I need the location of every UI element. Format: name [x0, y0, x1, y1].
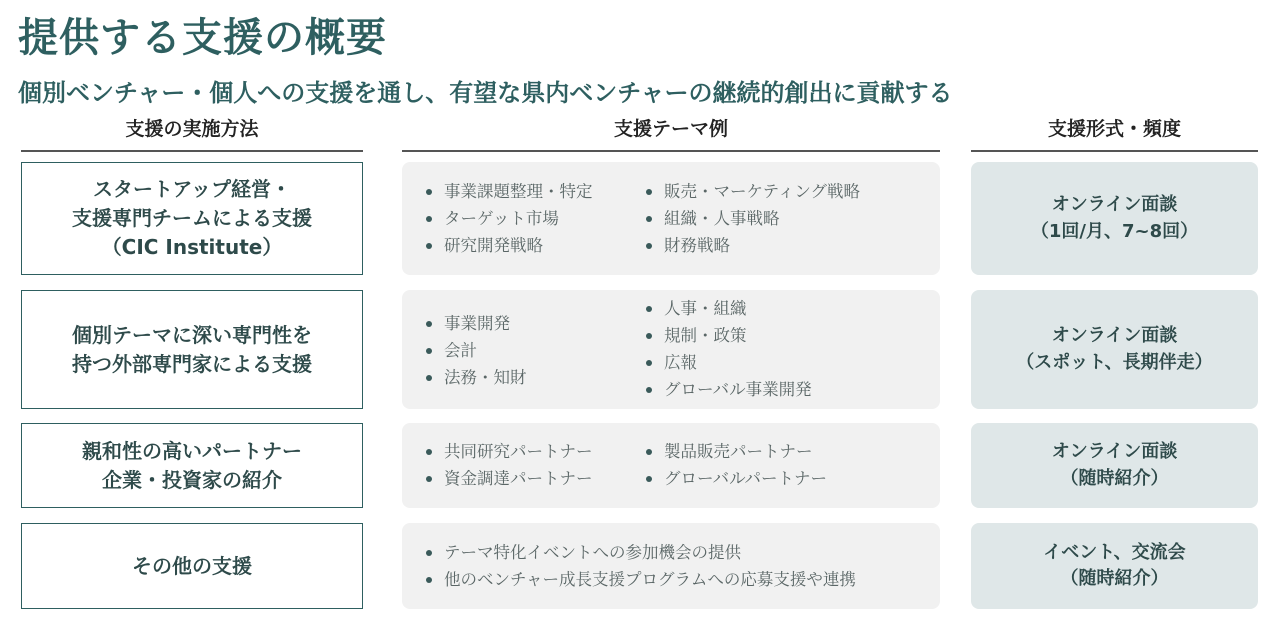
method-line: 親和性の高いパートナー: [82, 438, 302, 463]
format-box-row-1: [971, 162, 1258, 275]
themes-box-row-2: [402, 290, 940, 409]
themes-box-row-3: [402, 423, 940, 508]
method-line: スタートアップ経営・: [93, 177, 291, 201]
theme-item: 研究開発戦略: [424, 232, 593, 259]
method-line: 支援専門チームによる支援: [72, 206, 312, 230]
format-line: （1回/月、7~8回）: [1030, 220, 1199, 242]
theme-item: 他のベンチャー成長支援プログラムへの応募支援や連携: [424, 566, 856, 593]
page-subtitle: 個別ベンチャー・個人への支援を通し、有望な県内ベンチャーの継続的創出に貢献する: [18, 79, 953, 107]
method-line: 企業・投資家の紹介: [102, 467, 282, 492]
theme-list-left: [424, 178, 593, 259]
theme-item: 共同研究パートナー: [424, 438, 593, 465]
theme-item: ターゲット市場: [424, 205, 593, 232]
format-line: （随時紹介）: [1060, 568, 1169, 589]
format-line: オンライン面談: [1051, 194, 1178, 216]
column-divider-method: [21, 150, 363, 152]
theme-item: 財務戦略: [644, 232, 860, 259]
format-line: オンライン面談: [1051, 441, 1178, 463]
theme-item: グローバルパートナー: [644, 465, 827, 492]
themes-box-row-4: [402, 523, 940, 609]
themes-box-row-1: [402, 162, 940, 275]
method-line: その他の支援: [132, 553, 252, 578]
format-line: （随時紹介）: [1060, 467, 1169, 489]
theme-item: 法務・知財: [424, 364, 527, 391]
column-divider-themes: [402, 150, 940, 152]
theme-list-left: [424, 310, 527, 391]
theme-item: テーマ特化イベントへの参加機会の提供: [424, 539, 856, 566]
theme-item: 製品販売パートナー: [644, 438, 827, 465]
method-line: （CIC Institute）: [101, 235, 283, 259]
column-header-themes: 支援テーマ例: [613, 118, 728, 140]
method-line: 個別テーマに深い専門性を: [72, 322, 312, 347]
format-box-row-4: [971, 523, 1258, 609]
format-line: イベント、交流会: [1043, 541, 1186, 563]
theme-item: 組織・人事戦略: [644, 205, 860, 232]
method-box-row-2: [21, 290, 363, 409]
theme-item: 広報: [644, 349, 812, 376]
theme-item: 会計: [424, 337, 527, 364]
theme-item: 資金調達パートナー: [424, 465, 593, 492]
page-title: 提供する支援の概要: [18, 15, 387, 61]
column-header-format: 支援形式・頻度: [1047, 118, 1181, 140]
theme-item: 事業開発: [424, 310, 527, 337]
method-box-row-3: [21, 423, 363, 508]
method-box-row-4: [21, 523, 363, 609]
column-header-method: 支援の実施方法: [125, 118, 259, 140]
theme-list-left: [424, 438, 593, 492]
theme-item: グローバル事業開発: [644, 376, 812, 403]
theme-item: 販売・マーケティング戦略: [644, 178, 860, 205]
theme-list-right: [644, 438, 827, 492]
format-box-row-2: [971, 290, 1258, 409]
theme-item: 人事・組織: [644, 295, 812, 322]
theme-item: 規制・政策: [644, 322, 812, 349]
column-divider-format: [971, 150, 1258, 152]
format-box-row-3: [971, 423, 1258, 508]
method-line: 持つ外部専門家による支援: [72, 351, 312, 376]
theme-item: 事業課題整理・特定: [424, 178, 593, 205]
theme-list-right: [644, 178, 860, 259]
theme-list-left: [424, 539, 856, 593]
format-line: （スポット、長期伴走）: [1016, 351, 1213, 373]
theme-list-right: [644, 295, 812, 403]
format-line: オンライン面談: [1051, 325, 1178, 347]
method-box-row-1: [21, 162, 363, 275]
